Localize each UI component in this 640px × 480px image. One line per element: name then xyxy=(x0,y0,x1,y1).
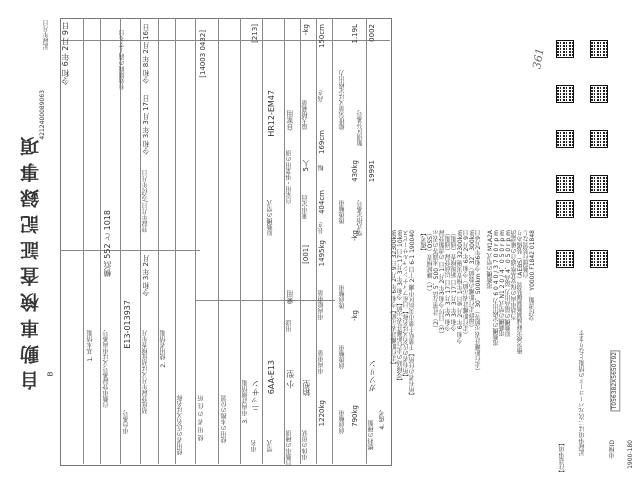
notes-block xyxy=(390,230,540,458)
notes-line: 電動機の型式 N1 2 0 / 4，0 5 0 r p m xyxy=(499,230,506,337)
notes-line: （走行距離計表示値）令和 6年 2月 9日 xyxy=(463,230,470,338)
max-load-label: 最大積載量 xyxy=(302,100,309,130)
type-cert-value: 19991 xyxy=(368,160,376,183)
weight-value: 1220kg xyxy=(318,400,326,427)
engine-value: HR12-EM47 xyxy=(267,90,276,137)
chassis-label: 車台番号 xyxy=(123,410,130,434)
footer-note-text: 記録事項は二次元バーコードの情報となります xyxy=(579,330,586,456)
qr-code-icon xyxy=(556,200,574,218)
label-b: B xyxy=(46,371,55,377)
front2-value: -kg xyxy=(351,310,359,322)
displacement-label: 総排気量又は定格出力 xyxy=(339,70,346,130)
expiry-value: 令和 8年 2月 16日 xyxy=(142,24,150,84)
plate-value: 横浜 552 と 1018 xyxy=(103,210,112,278)
fuel-value: ガソリン xyxy=(368,360,377,392)
chassis-value: E13-013937 xyxy=(123,300,132,349)
notes-line: （2）計量方法 5，500 未満等の表示 xyxy=(433,230,440,331)
notes-line: 当該車両の保安基準適合の確認済 xyxy=(511,230,518,320)
notes-line: 【備考】 xyxy=(421,230,428,254)
notes-line: 【所有者の住所】千葉県千葉市美浜区中瀬 2丁目 6-1 190040 xyxy=(409,230,416,399)
notes-line: 衝突被害軽減制動制御装置（AEBS）装備あり xyxy=(517,230,524,354)
notes-line: 電動機の定格出力 6 0 4 0 / 3 7 0 0 r p m xyxy=(493,230,500,346)
qr-code-icon xyxy=(556,130,574,148)
notes-line: 電動機の型式 M1A2A xyxy=(487,230,494,289)
notes-line: 令和 6年 2月 9日 1年検査実施 32300km xyxy=(457,230,464,344)
notes-line: （3）日付 令和3年 2月 1日 の書類登録 xyxy=(439,230,446,337)
expiry-label: 有効期間の満了する日 xyxy=(119,30,126,90)
handwritten-number: 361 xyxy=(530,47,547,70)
section-user-info: 2. 使用者情報 xyxy=(160,330,167,368)
notes-line: 【受検時の走行距離計表示値】令和 3年 3月 17日 10km xyxy=(397,230,404,384)
use-label: 用途 xyxy=(286,320,293,332)
displacement-value: 1.19L xyxy=(351,24,359,44)
notes-line: 原動機の最高出力 最高 4，0 5 0 r p m xyxy=(505,230,512,337)
qr-code-icon xyxy=(590,175,608,193)
notes-line: 令和 3年 3月 17日 新規検査（通報） xyxy=(451,230,458,331)
front2-label: 前後軸重 xyxy=(339,345,346,369)
qr-code-icon xyxy=(590,250,608,268)
engine-label: 原動機の型式 xyxy=(267,200,274,236)
length-value: 404cm xyxy=(318,190,326,215)
fuel-label: 燃料の種類 xyxy=(368,420,375,450)
purpose-label: 自家用・事業用の別 xyxy=(286,150,293,204)
height-value: 150cm xyxy=(318,24,326,49)
qr-code-icon xyxy=(556,85,574,103)
notes-line: （走行距離計表示値等）30，500km 令和6年2月9日 xyxy=(475,230,482,374)
capacity-value: 5人 xyxy=(302,160,310,172)
body-label: 車体の形状 xyxy=(302,430,309,460)
model-value: 6AA-E13 xyxy=(267,360,276,395)
record-date-label: 記録年月日 xyxy=(43,20,50,50)
document-title: 自動車検査証記録事項 xyxy=(20,130,42,390)
length-label: 長さ xyxy=(318,222,325,234)
notes-line: 【所有者の氏名又は名称】日産フィナンシャルサービス xyxy=(403,230,410,380)
notes-line: （最終走行距離の数値）32，300km xyxy=(469,230,476,331)
gross-weight-label: 車両総重量 xyxy=(318,290,325,320)
front-axle-label: 前前軸重 xyxy=(339,410,346,434)
footer-code-value: T056382X5650792 xyxy=(610,350,620,411)
first-reg2-label: 登録年月日/交付年月日 xyxy=(142,170,149,233)
category-value: 0002 xyxy=(368,24,376,42)
plate-label: 自動車登録番号又は車両番号 xyxy=(103,330,110,408)
owner-label: 使用者の氏名又は名称 xyxy=(177,395,184,455)
notes-line: 交付書類：Y0000 F1842 01848 xyxy=(529,230,536,321)
footer-page: 1900-180 xyxy=(627,440,634,469)
notes-line: 自動運行装置なし xyxy=(523,230,530,278)
rear-front-value: -kg xyxy=(351,230,359,242)
qr-code-icon xyxy=(590,40,608,58)
use-value: 乗用 xyxy=(286,290,294,304)
maker-code: [213] xyxy=(251,24,259,43)
kind-label: 自動車の種別 xyxy=(286,430,293,466)
kind-value: 小 型 xyxy=(286,370,295,389)
weight-label: 車両重量 xyxy=(318,350,325,374)
purpose-value: 自家用 xyxy=(286,110,294,131)
notes-line: 【走行距離計表示値】令和 6年 2月 9日 32300km xyxy=(391,230,398,368)
front-axle-value: 790kg xyxy=(351,405,359,427)
width-value: 169cm xyxy=(318,130,326,155)
qr-code-icon xyxy=(590,200,608,218)
category-label: 類別区分番号 xyxy=(357,110,364,146)
qr-code-icon xyxy=(556,250,574,268)
type-cert-label: 型式指定番号 xyxy=(357,200,364,236)
base-label: 使用の本拠の位置 xyxy=(221,395,228,443)
body-value: 箱型 xyxy=(302,380,311,396)
height-label: 高さ xyxy=(318,90,325,102)
body-code: [001] xyxy=(302,245,310,264)
section-notes: 4. 備考 xyxy=(379,410,386,430)
qr-code-icon xyxy=(556,175,574,193)
footer-code-label: 車検ID xyxy=(609,440,616,459)
record-date: 令和 6年 2月 9日 xyxy=(61,22,70,85)
rear-front-label: 後前軸重 xyxy=(339,285,346,309)
registry-number: 4212400089063 xyxy=(39,90,46,140)
section-vehicle-detail: 3. 車両詳細情報 xyxy=(242,380,249,424)
qr-code-icon xyxy=(590,85,608,103)
first-reg2-value: 令和 3年 3月 17日 xyxy=(142,95,150,155)
gross-weight-value: 1495kg xyxy=(318,240,326,267)
capacity-label: 乗車定員 xyxy=(302,195,309,219)
first-reg-value: 令和 3年 2月 xyxy=(142,255,150,297)
footer-note-title: 【注意事項】 xyxy=(559,440,566,476)
qr-code-icon xyxy=(556,40,574,58)
model-label: 型式 xyxy=(267,440,274,452)
rear-axle-value: 430kg xyxy=(351,160,359,182)
address-label: 使 用 者 の 住 所 xyxy=(198,395,205,441)
maker-label: 車名 xyxy=(251,440,258,452)
user-code: [14003 0432] xyxy=(199,30,207,78)
max-load-value: -kg xyxy=(302,24,310,36)
first-reg-label: 初度登録年月又は初度検査年月 xyxy=(142,330,149,414)
section-basic-info: 1. 基本情報 xyxy=(87,330,94,362)
notes-line: 令和 3年 3月 17日 以前登録（通報） xyxy=(445,230,452,331)
width-label: 幅 xyxy=(318,165,325,171)
rear-axle-label: 後後軸重 xyxy=(339,200,346,224)
maker-value: ニッサン xyxy=(251,380,260,412)
qr-code-icon xyxy=(590,130,608,148)
notes-line: （1）継続検査（OSS） xyxy=(427,230,434,295)
